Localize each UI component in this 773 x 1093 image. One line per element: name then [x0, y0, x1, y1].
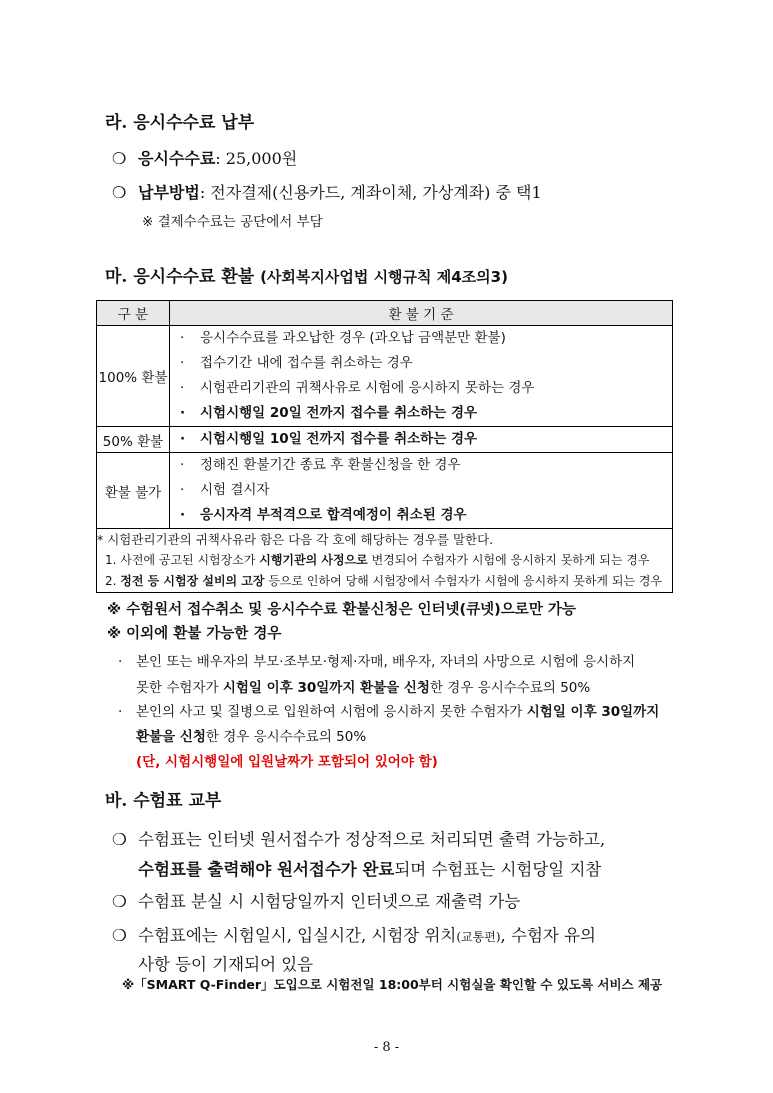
refund-table — [96, 300, 673, 593]
row-category: 100% 환불 — [97, 326, 170, 427]
case1-text: 본인 또는 배우자의 부모·조부모·형제·자매, 배우자, 자녀의 사망으로 시험에 응시하지 — [136, 654, 636, 670]
method-value: : 전자결제(신용카드, 계좌이체, 가상계좌) 중 택1 — [199, 183, 542, 202]
list-item — [170, 503, 672, 528]
circle-bullet-icon: ❍ — [112, 149, 127, 168]
circle-bullet-icon: ❍ — [112, 830, 127, 849]
dot-bullet-icon: · — [180, 431, 186, 447]
ticket-item-text: 되며 수험표는 시험당일 지참 — [394, 860, 602, 879]
row-criteria — [170, 453, 673, 529]
list-item — [170, 427, 672, 452]
ticket-item-3 — [112, 922, 596, 975]
table-row — [97, 427, 673, 453]
case2-text: 한 경우 응시수수료의 50% — [205, 729, 367, 745]
section-ma-title — [105, 262, 508, 287]
footnote-1 — [97, 550, 672, 571]
dot-bullet-icon: · — [180, 330, 185, 346]
list-item — [170, 478, 672, 503]
refund-table-header — [97, 301, 673, 326]
case2-bold: 환불을 신청 — [136, 729, 206, 745]
circle-bullet-icon: ❍ — [112, 926, 127, 945]
ticket-item-text: 사항 등이 기재되어 있음 — [138, 955, 314, 974]
header-category: 구 분 — [97, 301, 170, 326]
fee-value: : 25,000원 — [215, 149, 298, 168]
item-text: 시험시행일 10일 전까지 접수를 취소하는 경우 — [200, 431, 478, 447]
fee-item — [112, 146, 297, 169]
item-text: 응시수수료를 과오납한 경우 (과오납 금액분만 환불) — [200, 330, 506, 346]
list-item — [170, 376, 672, 401]
section-ma-subtitle: (사회복지사업법 시행규칙 제4조의3) — [260, 268, 508, 286]
table-row — [97, 453, 673, 529]
method-label: 납부방법 — [138, 183, 200, 202]
circle-bullet-icon: ❍ — [112, 183, 127, 202]
list-item — [170, 351, 672, 376]
table-row — [97, 326, 673, 427]
method-item — [112, 180, 542, 203]
other-cases-title: ※ 이외에 환불 가능한 경우 — [107, 626, 282, 642]
footnote-bold: 정전 등 시험장 설비의 고장 — [120, 574, 265, 588]
footnote-text: 2. — [105, 574, 121, 588]
row-category: 환불 불가 — [97, 453, 170, 529]
method-note: ※ 결제수수료는 공단에서 부담 — [142, 214, 323, 230]
footnote-text: 1. 사전에 공고된 시험장소가 — [105, 553, 260, 567]
list-item — [170, 453, 672, 478]
footnote-text: 등으로 인하여 당해 시험장에서 수험자가 시험에 응시하지 못하게 되는 경우 — [264, 574, 662, 588]
ticket-item-2 — [112, 888, 520, 912]
case1 — [118, 650, 635, 696]
dot-bullet-icon: · — [118, 654, 123, 670]
table-footnote-row — [97, 529, 673, 593]
case1-bold: 시험일 이후 30일까지 환불을 신청 — [222, 680, 430, 696]
dot-bullet-icon: · — [180, 457, 185, 473]
section-ba-title: 바. 수험표 교부 — [105, 791, 222, 811]
footnote-text: 변경되어 수험자가 시험에 응시하지 못하게 되는 경우 — [367, 553, 650, 567]
ticket-item-bold: 수험표를 출력해야 원서접수가 완료 — [138, 860, 395, 879]
list-item — [170, 326, 672, 351]
case2-red-note: (단, 시험시행일에 입원날짜가 포함되어 있어야 함) — [136, 754, 438, 770]
page-number: - 8 - — [373, 1040, 400, 1055]
item-text: 응시자격 부적격으로 합격예정이 취소된 경우 — [200, 507, 467, 523]
dot-bullet-icon: · — [180, 405, 186, 421]
footnote-bold: 시행기관의 사정으로 — [259, 553, 368, 567]
section-ma-heading: 마. 응시수수료 환불 — [105, 267, 255, 287]
section-ra-title: 라. 응시수수료 납부 — [105, 113, 255, 133]
footnote-2 — [97, 571, 672, 592]
row-criteria — [170, 427, 673, 453]
item-text: 시험 결시자 — [200, 482, 270, 498]
ticket-item-1 — [112, 826, 605, 880]
item-text: 시험시행일 20일 전까지 접수를 취소하는 경우 — [200, 405, 478, 421]
ticket-item-text: 수험표는 인터넷 원서접수가 정상적으로 처리되면 출력 가능하고, — [138, 830, 606, 849]
item-text: 시험관리기관의 귀책사유로 시험에 응시하지 못하는 경우 — [200, 380, 535, 396]
header-criteria: 환 불 기 준 — [170, 301, 673, 326]
case1-text: 못한 수험자가 — [136, 680, 223, 696]
service-note: ※「SMART Q-Finder」도입으로 시험전일 18:00부터 시험실을 확인할 수 있도록 서비스 제공 — [122, 977, 663, 992]
case1-text: 한 경우 응시수수료의 50% — [429, 680, 591, 696]
footnote-intro: * 시험관리기관의 귀책사유라 함은 다음 각 호에 해당하는 경우를 말한다. — [97, 532, 494, 547]
dot-bullet-icon: · — [180, 482, 185, 498]
dot-bullet-icon: · — [180, 355, 185, 371]
ticket-item-text: , 수험자 유의 — [500, 926, 596, 945]
dot-bullet-icon: · — [180, 380, 185, 396]
ticket-item-text: 수험표에는 시험일시, 입실시간, 시험장 위치 — [138, 926, 457, 945]
ticket-item-text: 수험표 분실 시 시험당일까지 인터넷으로 재출력 가능 — [138, 892, 521, 911]
online-only-note: ※ 수험원서 접수취소 및 응시수수료 환불신청은 인터넷(큐넷)으로만 가능 — [107, 602, 576, 618]
row-category: 50% 환불 — [97, 427, 170, 453]
dot-bullet-icon: · — [180, 507, 186, 523]
fee-label: 응시수수료 — [138, 149, 216, 168]
item-text: 정해진 환불기간 종료 후 환불신청을 한 경우 — [200, 457, 461, 473]
list-item — [170, 401, 672, 426]
item-text: 접수기간 내에 접수를 취소하는 경우 — [200, 355, 413, 371]
case2-text: 본인의 사고 및 질병으로 입원하여 시험에 응시하지 못한 수험자가 — [136, 704, 527, 720]
table-footnote — [97, 529, 673, 593]
circle-bullet-icon: ❍ — [112, 892, 127, 911]
ticket-item-small: (교통편) — [456, 930, 501, 944]
case2-bold: 시험일 이후 30일까지 — [526, 704, 660, 720]
case2 — [118, 700, 659, 770]
row-criteria — [170, 326, 673, 427]
dot-bullet-icon: · — [118, 704, 123, 720]
